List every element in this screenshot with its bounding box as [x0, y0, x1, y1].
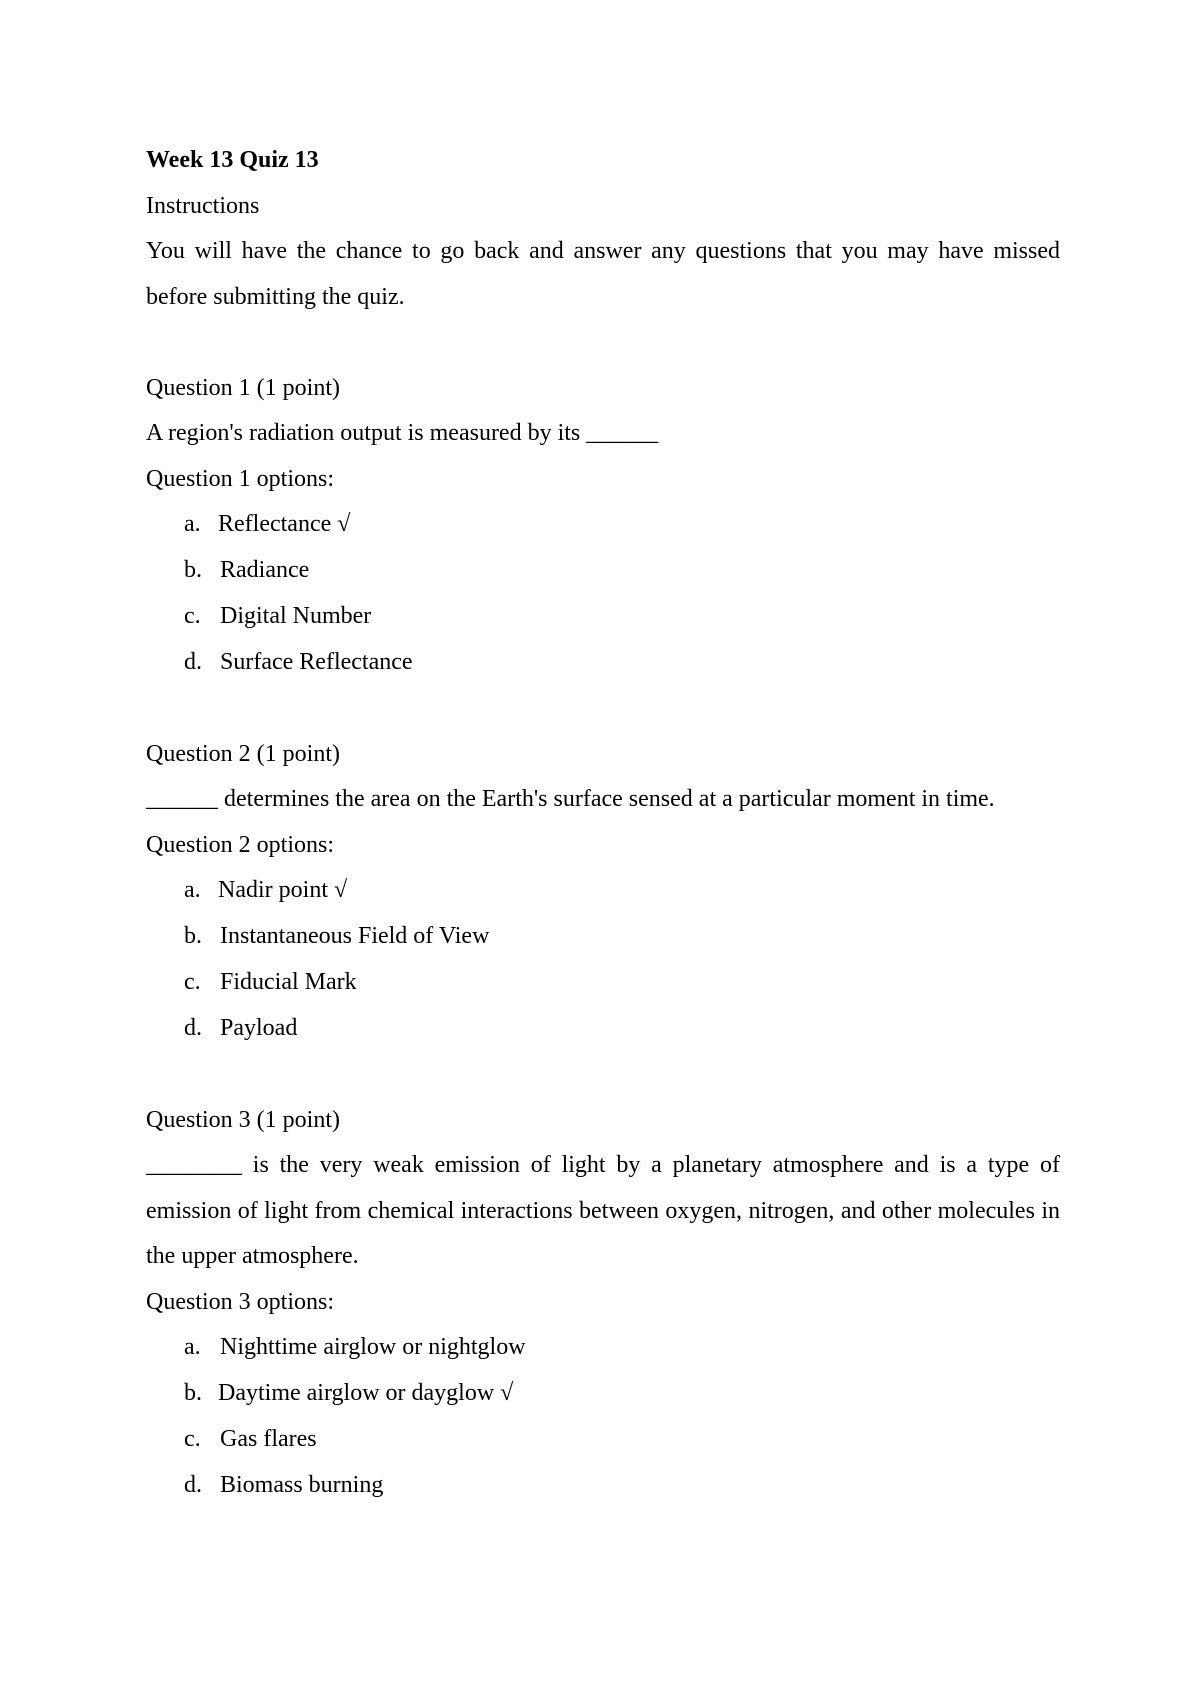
option-letter: d. [184, 1472, 202, 1498]
option-c[interactable] [184, 1417, 1060, 1463]
question-header: Question 1 (1 point) [146, 374, 340, 401]
option-text: Reflectance [218, 511, 332, 537]
option-letter: a. [184, 877, 201, 903]
option-d[interactable] [184, 640, 1060, 686]
question-2 [146, 732, 1060, 1053]
options-list [146, 502, 1060, 686]
option-text: Daytime airglow or dayglow [218, 1380, 495, 1406]
option-letter: b. [184, 923, 202, 949]
option-text: Nadir point [218, 877, 328, 903]
option-d[interactable] [184, 1006, 1060, 1052]
option-letter: d. [184, 1015, 202, 1041]
option-letter: b. [184, 1380, 202, 1406]
option-text: Surface Reflectance [220, 649, 413, 675]
option-d[interactable] [184, 1463, 1060, 1509]
section-spacer [146, 686, 1060, 732]
instructions-heading: Instructions [146, 192, 260, 219]
option-a[interactable] [184, 868, 1060, 914]
section-spacer [146, 1052, 1060, 1098]
checkmark-icon: √ [333, 877, 348, 903]
option-text: Radiance [220, 557, 310, 583]
option-text: Gas flares [220, 1426, 317, 1452]
options-label: Question 2 options: [146, 831, 335, 858]
option-letter: a. [184, 511, 201, 537]
option-b[interactable] [184, 914, 1060, 960]
section-spacer [146, 320, 1060, 366]
option-letter: d. [184, 649, 202, 675]
option-letter: c. [184, 969, 201, 995]
option-text: Fiducial Mark [220, 969, 357, 995]
options-list [146, 1325, 1060, 1509]
instructions-text: You will have the chance to go back and answer any questions that you may have missed before submitting the quiz. [146, 238, 1060, 310]
option-text: Digital Number [220, 603, 372, 629]
question-prompt: A region's radiation output is measured by its ______ [146, 420, 659, 446]
checkmark-icon: √ [337, 511, 351, 537]
question-header: Question 3 (1 point) [146, 1106, 340, 1133]
option-a[interactable] [184, 1325, 1060, 1371]
option-c[interactable] [184, 594, 1060, 640]
quiz-title: Week 13 Quiz 13 [146, 147, 319, 173]
option-c[interactable] [184, 960, 1060, 1006]
question-prompt: ________ is the very weak emission of light by a planetary atmosphere and is a type of emission of light from chemical interactions between oxygen, nitrogen, and other molecules in the upper atmosphere. [146, 1152, 1060, 1269]
option-b[interactable] [184, 1371, 1060, 1417]
option-text: Instantaneous Field of View [220, 923, 490, 949]
options-label: Question 1 options: [146, 465, 335, 492]
option-letter: a. [184, 1334, 201, 1360]
option-letter: c. [184, 603, 201, 629]
option-b[interactable] [184, 548, 1060, 594]
option-text: Payload [220, 1015, 298, 1041]
question-1 [146, 366, 1060, 687]
quiz-document [146, 138, 1060, 1509]
options-list [146, 868, 1060, 1052]
option-a[interactable] [184, 502, 1060, 548]
question-header: Question 2 (1 point) [146, 740, 340, 767]
checkmark-icon: √ [500, 1380, 514, 1406]
options-label: Question 3 options: [146, 1288, 335, 1315]
option-letter: b. [184, 557, 202, 583]
question-prompt: ______ determines the area on the Earth's surface sensed at a particular moment in time. [146, 786, 995, 812]
option-letter: c. [184, 1426, 201, 1452]
option-text: Nighttime airglow or nightglow [220, 1334, 526, 1360]
question-3 [146, 1098, 1060, 1510]
option-text: Biomass burning [220, 1472, 384, 1498]
